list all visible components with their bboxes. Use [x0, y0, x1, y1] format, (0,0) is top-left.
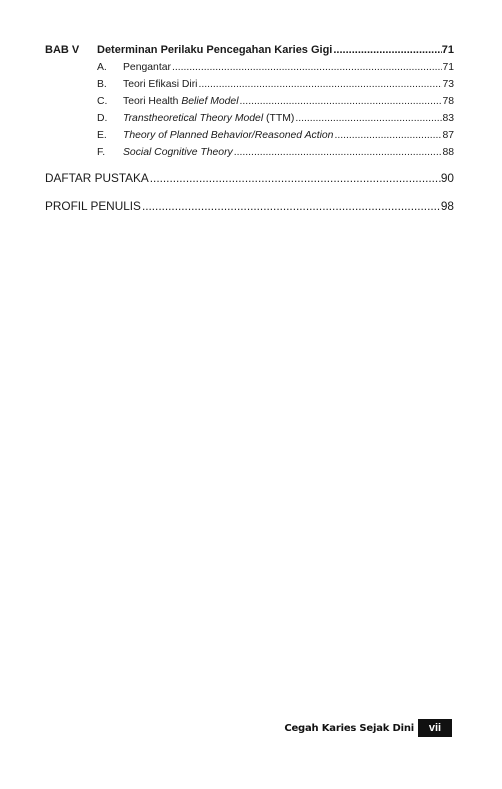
subitem-page: 88	[442, 147, 454, 158]
toc-subitem-a[interactable]	[45, 59, 454, 76]
toc-subitem-f[interactable]	[45, 144, 454, 161]
toc-entry-daftar-pustaka[interactable]	[45, 168, 454, 188]
chapter-page: 71	[441, 44, 454, 56]
dot-leader	[171, 59, 442, 76]
subitem-title: Pengantar	[123, 62, 171, 73]
toc-subitem-c[interactable]	[45, 93, 454, 110]
dot-leader	[197, 76, 442, 93]
subitem-page: 83	[442, 113, 454, 124]
entry-title: PROFIL PENULIS	[45, 199, 141, 213]
subitem-letter: F.	[97, 147, 106, 158]
toc-subitem-d[interactable]	[45, 110, 454, 127]
toc-chapter-row[interactable]	[45, 42, 454, 59]
dot-leader	[233, 144, 443, 161]
page-footer	[284, 719, 452, 737]
entry-page: 90	[440, 171, 454, 185]
subitem-letter: B.	[97, 79, 107, 90]
toc-entry-profil-penulis[interactable]	[45, 196, 454, 216]
entry-page: 98	[440, 199, 454, 213]
subitem-letter: A.	[97, 62, 107, 73]
subitem-title: Social Cognitive Theory	[123, 147, 233, 158]
subitem-letter: D.	[97, 113, 108, 124]
dot-leader	[294, 110, 442, 127]
dot-leader	[141, 196, 441, 216]
subitem-title: Theory of Planned Behavior/Reasoned Action	[123, 130, 334, 141]
entry-title: DAFTAR PUSTAKA	[45, 171, 149, 185]
subitem-title: Transtheoretical Theory Model (TTM)	[123, 113, 295, 124]
subitem-page: 71	[442, 62, 454, 73]
dot-leader	[239, 93, 443, 110]
subitem-page: 73	[442, 79, 454, 90]
subitem-letter: E.	[97, 130, 107, 141]
footer-book-title: Cegah Karies Sejak Dini	[284, 722, 414, 734]
toc-subitem-b[interactable]	[45, 76, 454, 93]
chapter-title: Determinan Perilaku Pencegahan Karies Gigi	[97, 44, 333, 56]
dot-leader	[333, 127, 442, 144]
subitem-title: Teori Efikasi Diri	[123, 79, 198, 90]
table-of-contents	[45, 42, 454, 216]
toc-subitem-e[interactable]	[45, 127, 454, 144]
dot-leader	[149, 168, 441, 188]
dot-leader	[332, 42, 441, 59]
subitem-page: 87	[442, 130, 454, 141]
footer-page-number: vii	[418, 719, 452, 737]
subitem-page: 78	[442, 96, 454, 107]
subitem-title: Teori Health Belief Model	[123, 96, 239, 107]
chapter-number: BAB V	[45, 44, 80, 56]
subitem-letter: C.	[97, 96, 108, 107]
